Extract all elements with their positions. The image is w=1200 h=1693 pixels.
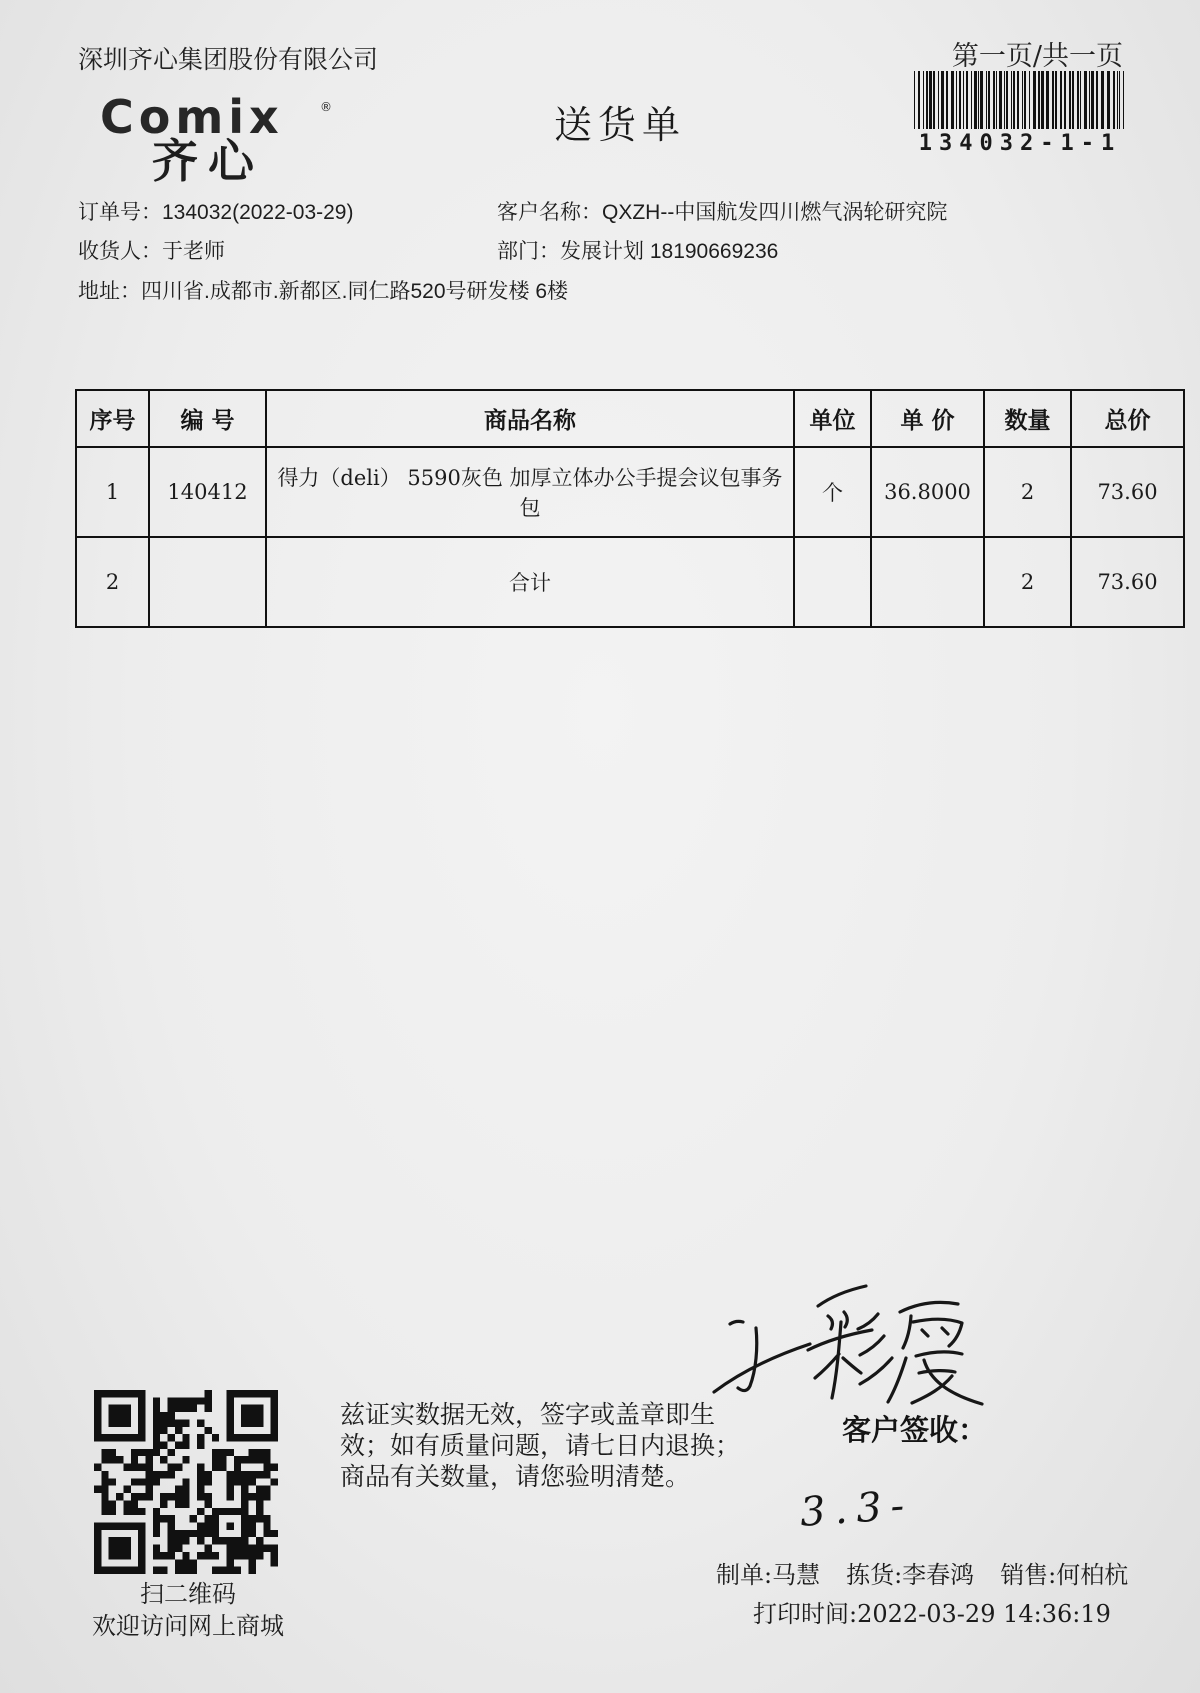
qr-caption-scan: 扫二维码 <box>140 1580 236 1608</box>
page-indicator: 第一页/共一页 <box>951 41 1123 72</box>
cell-seq: 1 <box>76 447 149 537</box>
cell-code: 140412 <box>149 447 266 537</box>
cell-product-name: 合计 <box>266 537 794 627</box>
cell-code <box>149 537 266 627</box>
notice-line: 兹证实数据无效，签字或盖章即生 <box>340 1401 716 1429</box>
customer-name: 客户名称：QXZH--中国航发四川燃气涡轮研究院 <box>497 201 948 224</box>
notice-line: 效；如有质量问题，请七日内退换； <box>340 1432 741 1460</box>
table-row-total <box>76 537 1184 627</box>
notice-line: 商品有关数量，请您验明清楚。 <box>340 1463 691 1491</box>
header-cell-product-name: 商品名称 <box>266 390 794 447</box>
document-title: 送货单 <box>553 103 686 147</box>
prepared-by: 制单:马慧 <box>716 1561 821 1589</box>
header-cell-seq: 序号 <box>76 390 149 447</box>
notice-text <box>340 1400 740 1493</box>
goods-table-body <box>76 447 1184 627</box>
customer-sign-label: 客户签收： <box>842 1413 988 1447</box>
cell-unit <box>794 537 871 627</box>
cell-seq: 2 <box>76 537 149 627</box>
picked-by: 拣货:李春鸿 <box>846 1561 975 1589</box>
print-time: 打印时间:2022-03-29 14:36:19 <box>753 1600 1111 1628</box>
table-header-row <box>76 390 1184 447</box>
registered-mark: ® <box>320 100 332 114</box>
receiver: 收货人：于老师 <box>78 240 225 263</box>
header-cell-quantity: 数量 <box>984 390 1071 447</box>
comix-logo: Comix <box>100 90 284 144</box>
qr-code-modules <box>94 1390 278 1574</box>
barcode-bars <box>914 71 1124 129</box>
cell-product-name: 得力（deli） 5590灰色 加厚立体办公手提会议包事务包 <box>266 447 794 537</box>
staff-line <box>716 1555 1128 1590</box>
barcode <box>913 71 1127 131</box>
cell-total-price: 73.60 <box>1071 447 1184 537</box>
cell-total-price: 73.60 <box>1071 537 1184 627</box>
cell-unit-price <box>871 537 984 627</box>
header-cell-unit: 单位 <box>794 390 871 447</box>
handwritten-date: 3.3- <box>798 1482 915 1536</box>
header-cell-total-price: 总价 <box>1071 390 1184 447</box>
company-name: 深圳齐心集团股份有限公司 <box>78 45 379 74</box>
customer-signature <box>710 1278 990 1413</box>
barcode-number: 134032-1-1 <box>918 131 1122 156</box>
qr-caption-shop: 欢迎访问网上商城 <box>92 1612 284 1640</box>
cell-quantity: 2 <box>984 537 1071 627</box>
table-row <box>76 447 1184 537</box>
department: 部门：发展计划 18190669236 <box>497 240 779 263</box>
header-cell-unit-price: 单 价 <box>871 390 984 447</box>
qr-code <box>94 1390 278 1574</box>
qixin-logo: 齐心 <box>152 134 264 188</box>
header-cell-code: 编 号 <box>149 390 266 447</box>
goods-table <box>75 389 1185 628</box>
sales-person: 销售:何柏杭 <box>1000 1561 1129 1589</box>
cell-unit-price: 36.8000 <box>871 447 984 537</box>
goods-table-head <box>76 390 1184 447</box>
cell-quantity: 2 <box>984 447 1071 537</box>
order-number: 订单号：134032(2022-03-29) <box>78 201 354 224</box>
address: 地址：四川省.成都市.新都区.同仁路520号研发楼 6楼 <box>78 280 569 303</box>
signature-strokes <box>714 1286 982 1404</box>
cell-unit: 个 <box>794 447 871 537</box>
